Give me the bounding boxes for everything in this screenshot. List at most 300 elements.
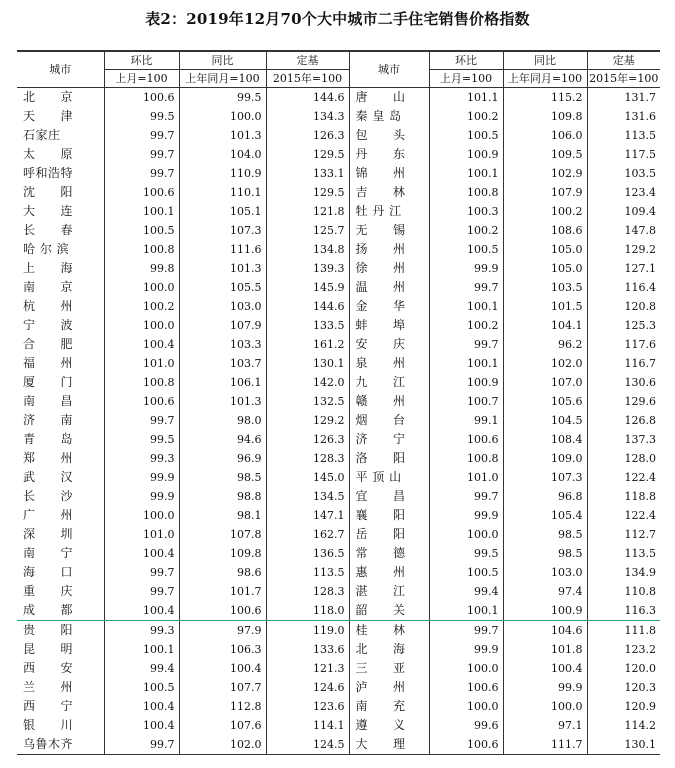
- cell-city-left: 呼和浩特: [23, 166, 74, 180]
- cell-fixed-right: 113.5: [587, 126, 660, 145]
- cell-city-left: 上 海: [23, 261, 74, 275]
- cell-fixed-right: 137.3: [587, 430, 660, 449]
- header-mom-base-left: 上月=100: [104, 70, 179, 88]
- cell-fixed-right: 112.7: [587, 525, 660, 544]
- cell-fixed-left: 133.6: [266, 640, 349, 659]
- table-row: [17, 659, 660, 678]
- cell-fixed-left: 133.5: [266, 316, 349, 335]
- cell-yoy-left: 107.6: [179, 716, 266, 735]
- cell-mom-left: 100.8: [104, 373, 179, 392]
- price-index-table: [17, 50, 660, 755]
- header-mom-left: 环比: [104, 51, 179, 70]
- cell-yoy-left: 101.7: [179, 582, 266, 601]
- cell-yoy-left: 103.3: [179, 335, 266, 354]
- cell-mom-right: 100.2: [429, 107, 503, 126]
- cell-city-left: 武 汉: [23, 470, 74, 484]
- cell-mom-right: 100.1: [429, 354, 503, 373]
- cell-mom-left: 100.6: [104, 88, 179, 108]
- cell-fixed-left: 139.3: [266, 259, 349, 278]
- cell-mom-right: 100.6: [429, 735, 503, 755]
- header-mom-base-right: 上月=100: [429, 70, 503, 88]
- cell-yoy-right: 105.0: [503, 240, 587, 259]
- cell-fixed-left: 121.8: [266, 202, 349, 221]
- cell-fixed-right: 120.9: [587, 697, 660, 716]
- cell-yoy-left: 98.0: [179, 411, 266, 430]
- cell-yoy-right: 104.6: [503, 621, 587, 641]
- cell-fixed-right: 113.5: [587, 544, 660, 563]
- cell-city-right: 温 州: [349, 278, 429, 297]
- cell-fixed-right: 126.8: [587, 411, 660, 430]
- cell-mom-right: 99.7: [429, 278, 503, 297]
- table-row: [17, 640, 660, 659]
- cell-mom-right: 100.6: [429, 678, 503, 697]
- cell-yoy-left: 98.5: [179, 468, 266, 487]
- cell-fixed-left: 128.3: [266, 582, 349, 601]
- cell-fixed-left: 114.1: [266, 716, 349, 735]
- table-row: [17, 392, 660, 411]
- cell-yoy-right: 105.0: [503, 259, 587, 278]
- cell-yoy-left: 98.1: [179, 506, 266, 525]
- cell-mom-left: 99.8: [104, 259, 179, 278]
- cell-yoy-right: 104.5: [503, 411, 587, 430]
- cell-city-left: 贵 阳: [23, 623, 74, 637]
- cell-city-right: 无 锡: [349, 221, 429, 240]
- cell-city-right: 泉 州: [349, 354, 429, 373]
- cell-fixed-right: 120.0: [587, 659, 660, 678]
- cell-fixed-left: 126.3: [266, 126, 349, 145]
- table-row: [17, 468, 660, 487]
- cell-mom-left: 100.1: [104, 202, 179, 221]
- cell-yoy-right: 103.5: [503, 278, 587, 297]
- cell-fixed-left: 121.3: [266, 659, 349, 678]
- cell-yoy-left: 107.9: [179, 316, 266, 335]
- cell-city-right: 安 庆: [349, 335, 429, 354]
- cell-yoy-left: 101.3: [179, 259, 266, 278]
- table-row: [17, 373, 660, 392]
- cell-mom-left: 100.0: [104, 316, 179, 335]
- cell-fixed-left: 134.8: [266, 240, 349, 259]
- cell-mom-right: 100.5: [429, 563, 503, 582]
- cell-mom-left: 100.4: [104, 697, 179, 716]
- cell-city-left: 厦 门: [23, 375, 74, 389]
- cell-fixed-left: 145.9: [266, 278, 349, 297]
- cell-fixed-right: 129.6: [587, 392, 660, 411]
- cell-yoy-right: 108.4: [503, 430, 587, 449]
- cell-fixed-left: 128.3: [266, 449, 349, 468]
- cell-fixed-left: 125.7: [266, 221, 349, 240]
- cell-city-left: 乌鲁木齐: [17, 735, 104, 755]
- cell-mom-right: 100.6: [429, 430, 503, 449]
- cell-city-left: 长 春: [23, 223, 74, 237]
- cell-mom-left: 100.4: [104, 601, 179, 621]
- cell-city-left: 宁 波: [23, 318, 74, 332]
- table-row: [17, 297, 660, 316]
- table-row: [17, 582, 660, 601]
- cell-fixed-right: 129.2: [587, 240, 660, 259]
- table-row: [17, 601, 660, 621]
- cell-city-right: 锦 州: [349, 164, 429, 183]
- cell-fixed-left: 129.2: [266, 411, 349, 430]
- cell-mom-right: 100.5: [429, 240, 503, 259]
- cell-mom-right: 100.0: [429, 525, 503, 544]
- cell-yoy-left: 99.5: [179, 88, 266, 108]
- cell-yoy-left: 101.3: [179, 392, 266, 411]
- cell-fixed-left: 126.3: [266, 430, 349, 449]
- cell-yoy-left: 106.3: [179, 640, 266, 659]
- cell-yoy-left: 107.3: [179, 221, 266, 240]
- cell-yoy-left: 105.1: [179, 202, 266, 221]
- cell-yoy-left: 105.5: [179, 278, 266, 297]
- cell-fixed-left: 147.1: [266, 506, 349, 525]
- cell-yoy-right: 99.9: [503, 678, 587, 697]
- cell-city-left: 济 南: [23, 413, 74, 427]
- cell-fixed-right: 116.4: [587, 278, 660, 297]
- cell-city-left: 长 沙: [23, 489, 74, 503]
- table-row: [17, 430, 660, 449]
- cell-yoy-right: 102.0: [503, 354, 587, 373]
- cell-fixed-left: 124.5: [266, 735, 349, 755]
- cell-mom-left: 100.8: [104, 240, 179, 259]
- cell-city-left: 福 州: [23, 356, 74, 370]
- cell-city-right: 南 充: [349, 697, 429, 716]
- table-row: [17, 563, 660, 582]
- cell-yoy-right: 107.0: [503, 373, 587, 392]
- cell-mom-right: 99.6: [429, 716, 503, 735]
- cell-city-right: 三 亚: [349, 659, 429, 678]
- cell-mom-right: 99.5: [429, 544, 503, 563]
- cell-yoy-left: 110.1: [179, 183, 266, 202]
- cell-yoy-right: 109.0: [503, 449, 587, 468]
- cell-fixed-right: 116.3: [587, 601, 660, 621]
- cell-city-left: 广 州: [23, 508, 74, 522]
- cell-city-left: 成 都: [17, 601, 104, 621]
- cell-mom-left: 100.4: [104, 544, 179, 563]
- cell-fixed-right: 131.6: [587, 107, 660, 126]
- cell-yoy-right: 101.8: [503, 640, 587, 659]
- cell-city-right: 赣 州: [349, 392, 429, 411]
- cell-yoy-left: 96.9: [179, 449, 266, 468]
- cell-fixed-right: 147.8: [587, 221, 660, 240]
- cell-fixed-right: 110.8: [587, 582, 660, 601]
- table-row: [17, 183, 660, 202]
- cell-fixed-right: 122.4: [587, 468, 660, 487]
- cell-city-left: 南 京: [23, 280, 74, 294]
- cell-fixed-right: 131.7: [587, 88, 660, 108]
- table-row: [17, 678, 660, 697]
- cell-fixed-left: 144.6: [266, 297, 349, 316]
- cell-yoy-right: 106.0: [503, 126, 587, 145]
- cell-city-left: 大 连: [23, 204, 74, 218]
- table-row: [17, 697, 660, 716]
- cell-fixed-left: 144.6: [266, 88, 349, 108]
- cell-mom-right: 99.7: [429, 621, 503, 641]
- cell-city-left: 海 口: [23, 565, 74, 579]
- cell-city-left: 南 昌: [23, 394, 74, 408]
- cell-mom-left: 100.4: [104, 716, 179, 735]
- cell-yoy-right: 115.2: [503, 88, 587, 108]
- cell-fixed-right: 117.5: [587, 145, 660, 164]
- cell-city-left: 北 京: [23, 90, 74, 104]
- cell-yoy-right: 105.4: [503, 506, 587, 525]
- cell-city-right: 韶 关: [349, 601, 429, 621]
- header-yoy-base-right: 上年同月=100: [503, 70, 587, 88]
- cell-mom-left: 99.7: [104, 145, 179, 164]
- cell-yoy-left: 103.0: [179, 297, 266, 316]
- cell-mom-left: 99.5: [104, 107, 179, 126]
- cell-city-right: 桂 林: [349, 621, 429, 641]
- cell-mom-right: 100.5: [429, 126, 503, 145]
- cell-city-right: 济 宁: [349, 430, 429, 449]
- table-row: [17, 735, 660, 755]
- table-row: [17, 126, 660, 145]
- cell-yoy-right: 107.9: [503, 183, 587, 202]
- cell-mom-left: 100.2: [104, 297, 179, 316]
- header-fixed-base-right: 2015年=100: [587, 70, 660, 88]
- cell-fixed-right: 120.8: [587, 297, 660, 316]
- cell-mom-right: 100.1: [429, 164, 503, 183]
- table-row: [17, 278, 660, 297]
- cell-mom-right: 100.9: [429, 373, 503, 392]
- cell-mom-left: 99.7: [104, 126, 179, 145]
- table-row: [17, 354, 660, 373]
- cell-yoy-left: 103.7: [179, 354, 266, 373]
- cell-mom-left: 101.0: [104, 354, 179, 373]
- cell-yoy-left: 109.8: [179, 544, 266, 563]
- cell-yoy-right: 98.5: [503, 544, 587, 563]
- cell-yoy-right: 104.1: [503, 316, 587, 335]
- cell-city-left: 南 宁: [23, 546, 74, 560]
- cell-city-right: 金 华: [349, 297, 429, 316]
- cell-city-left: 杭 州: [23, 299, 74, 313]
- table-header: [17, 51, 660, 88]
- cell-fixed-left: 113.5: [266, 563, 349, 582]
- cell-fixed-right: 123.4: [587, 183, 660, 202]
- cell-yoy-left: 107.7: [179, 678, 266, 697]
- cell-yoy-left: 101.3: [179, 126, 266, 145]
- table-row: [17, 240, 660, 259]
- cell-mom-left: 101.0: [104, 525, 179, 544]
- table-row: [17, 145, 660, 164]
- table-body: [17, 88, 660, 755]
- cell-yoy-left: 106.1: [179, 373, 266, 392]
- cell-mom-right: 100.1: [429, 297, 503, 316]
- cell-fixed-left: 134.5: [266, 487, 349, 506]
- cell-yoy-left: 100.0: [179, 107, 266, 126]
- cell-city-right: 烟 台: [349, 411, 429, 430]
- cell-fixed-right: 128.0: [587, 449, 660, 468]
- cell-fixed-right: 122.4: [587, 506, 660, 525]
- cell-fixed-left: 118.0: [266, 601, 349, 621]
- header-fixed-left: 定基: [266, 51, 349, 70]
- cell-city-right: 惠 州: [349, 563, 429, 582]
- cell-fixed-right: 123.2: [587, 640, 660, 659]
- header-yoy-left: 同比: [179, 51, 266, 70]
- header-fixed-base-left: 2015年=100: [266, 70, 349, 88]
- cell-fixed-right: 114.2: [587, 716, 660, 735]
- cell-mom-right: 100.8: [429, 449, 503, 468]
- cell-city-right: 九 江: [349, 373, 429, 392]
- cell-city-right: 泸 州: [349, 678, 429, 697]
- cell-mom-right: 99.7: [429, 335, 503, 354]
- cell-city-left: 西 安: [23, 661, 74, 675]
- cell-city-right: 洛 阳: [349, 449, 429, 468]
- cell-city-left: 昆 明: [23, 642, 74, 656]
- cell-mom-left: 99.9: [104, 487, 179, 506]
- cell-city-right: 湛 江: [349, 582, 429, 601]
- cell-yoy-right: 107.3: [503, 468, 587, 487]
- cell-mom-right: 99.9: [429, 506, 503, 525]
- cell-mom-right: 100.9: [429, 145, 503, 164]
- cell-city-right: 襄 阳: [349, 506, 429, 525]
- cell-fixed-left: 133.1: [266, 164, 349, 183]
- cell-yoy-right: 102.9: [503, 164, 587, 183]
- cell-city-right: 宜 昌: [349, 487, 429, 506]
- table-row: [17, 411, 660, 430]
- cell-fixed-left: 129.5: [266, 183, 349, 202]
- cell-mom-left: 100.5: [104, 221, 179, 240]
- table-row: [17, 202, 660, 221]
- table-row: [17, 487, 660, 506]
- cell-yoy-left: 98.8: [179, 487, 266, 506]
- cell-fixed-left: 161.2: [266, 335, 349, 354]
- page-title: 表2：2019年12月70个大中城市二手住宅销售价格指数: [145, 10, 530, 28]
- cell-yoy-right: 101.5: [503, 297, 587, 316]
- cell-mom-left: 99.7: [104, 563, 179, 582]
- cell-yoy-right: 96.8: [503, 487, 587, 506]
- cell-mom-right: 100.7: [429, 392, 503, 411]
- cell-yoy-right: 97.1: [503, 716, 587, 735]
- cell-city-left: 银 川: [23, 718, 74, 732]
- table-row: [17, 525, 660, 544]
- table-row: [17, 544, 660, 563]
- cell-city-left: 青 岛: [23, 432, 74, 446]
- cell-city-left: 兰 州: [23, 680, 74, 694]
- cell-yoy-left: 98.6: [179, 563, 266, 582]
- cell-yoy-right: 100.9: [503, 601, 587, 621]
- cell-mom-right: 99.7: [429, 487, 503, 506]
- cell-mom-left: 99.7: [104, 582, 179, 601]
- cell-mom-left: 100.6: [104, 392, 179, 411]
- table-row: [17, 449, 660, 468]
- cell-city-left: 太 原: [23, 147, 74, 161]
- header-yoy-base-left: 上年同月=100: [179, 70, 266, 88]
- header-mom-right: 环比: [429, 51, 503, 70]
- cell-mom-left: 99.4: [104, 659, 179, 678]
- cell-mom-right: 99.9: [429, 259, 503, 278]
- cell-fixed-right: 130.6: [587, 373, 660, 392]
- cell-yoy-left: 111.6: [179, 240, 266, 259]
- cell-yoy-left: 97.9: [179, 621, 266, 641]
- table-row: [17, 164, 660, 183]
- cell-yoy-left: 102.0: [179, 735, 266, 755]
- cell-city-right: 吉 林: [349, 183, 429, 202]
- cell-fixed-left: 123.6: [266, 697, 349, 716]
- table-row: [17, 221, 660, 240]
- header-yoy-right: 同比: [503, 51, 587, 70]
- cell-mom-left: 99.7: [104, 411, 179, 430]
- cell-city-left: 西 宁: [23, 699, 74, 713]
- cell-mom-left: 99.3: [104, 621, 179, 641]
- cell-fixed-right: 103.5: [587, 164, 660, 183]
- cell-yoy-right: 108.6: [503, 221, 587, 240]
- cell-fixed-right: 134.9: [587, 563, 660, 582]
- cell-fixed-right: 118.8: [587, 487, 660, 506]
- cell-city-right: 平 顶 山: [349, 468, 429, 487]
- table-row: [17, 107, 660, 126]
- cell-yoy-left: 110.9: [179, 164, 266, 183]
- table-row: [17, 506, 660, 525]
- cell-fixed-left: 145.0: [266, 468, 349, 487]
- cell-fixed-left: 132.5: [266, 392, 349, 411]
- cell-mom-left: 99.7: [104, 735, 179, 755]
- cell-yoy-left: 100.4: [179, 659, 266, 678]
- cell-city-right: 牡 丹 江: [349, 202, 429, 221]
- cell-city-right: 北 海: [349, 640, 429, 659]
- cell-fixed-right: 120.3: [587, 678, 660, 697]
- cell-yoy-right: 103.0: [503, 563, 587, 582]
- cell-yoy-right: 97.4: [503, 582, 587, 601]
- cell-city-right: 扬 州: [349, 240, 429, 259]
- cell-yoy-right: 100.4: [503, 659, 587, 678]
- cell-city-left: 沈 阳: [23, 185, 74, 199]
- cell-city-right: 唐 山: [349, 88, 429, 108]
- cell-mom-left: 100.0: [104, 278, 179, 297]
- cell-city-left: 哈 尔 滨: [23, 242, 70, 256]
- cell-city-right: 秦 皇 岛: [349, 107, 429, 126]
- cell-yoy-left: 104.0: [179, 145, 266, 164]
- cell-fixed-right: 116.7: [587, 354, 660, 373]
- cell-mom-right: 100.1: [429, 601, 503, 621]
- table-row: [17, 716, 660, 735]
- cell-yoy-right: 111.7: [503, 735, 587, 755]
- cell-yoy-right: 96.2: [503, 335, 587, 354]
- cell-yoy-right: 109.5: [503, 145, 587, 164]
- cell-mom-left: 99.3: [104, 449, 179, 468]
- cell-city-right: 遵 义: [349, 716, 429, 735]
- cell-mom-right: 101.0: [429, 468, 503, 487]
- cell-fixed-right: 125.3: [587, 316, 660, 335]
- cell-city-right: 包 头: [349, 126, 429, 145]
- cell-mom-right: 100.2: [429, 221, 503, 240]
- cell-city-left: 天 津: [23, 109, 74, 123]
- cell-yoy-right: 109.8: [503, 107, 587, 126]
- table-row: [17, 259, 660, 278]
- cell-mom-left: 99.9: [104, 468, 179, 487]
- table-row: [17, 88, 660, 108]
- cell-fixed-right: 127.1: [587, 259, 660, 278]
- cell-yoy-right: 100.2: [503, 202, 587, 221]
- cell-yoy-right: 98.5: [503, 525, 587, 544]
- cell-fixed-left: 162.7: [266, 525, 349, 544]
- header-city-right: 城市: [349, 51, 429, 88]
- header-fixed-right: 定基: [587, 51, 660, 70]
- cell-city-left: 重 庆: [23, 584, 74, 598]
- cell-yoy-right: 105.6: [503, 392, 587, 411]
- cell-mom-left: 100.0: [104, 506, 179, 525]
- cell-fixed-right: 117.6: [587, 335, 660, 354]
- cell-fixed-left: 119.0: [266, 621, 349, 641]
- header-city-left: 城市: [17, 51, 104, 88]
- cell-mom-left: 100.1: [104, 640, 179, 659]
- cell-yoy-left: 107.8: [179, 525, 266, 544]
- cell-yoy-left: 100.6: [179, 601, 266, 621]
- cell-mom-left: 100.5: [104, 678, 179, 697]
- cell-city-right: 常 德: [349, 544, 429, 563]
- cell-mom-right: 100.0: [429, 697, 503, 716]
- cell-city-left: 郑 州: [23, 451, 74, 465]
- cell-mom-left: 100.4: [104, 335, 179, 354]
- cell-mom-right: 99.1: [429, 411, 503, 430]
